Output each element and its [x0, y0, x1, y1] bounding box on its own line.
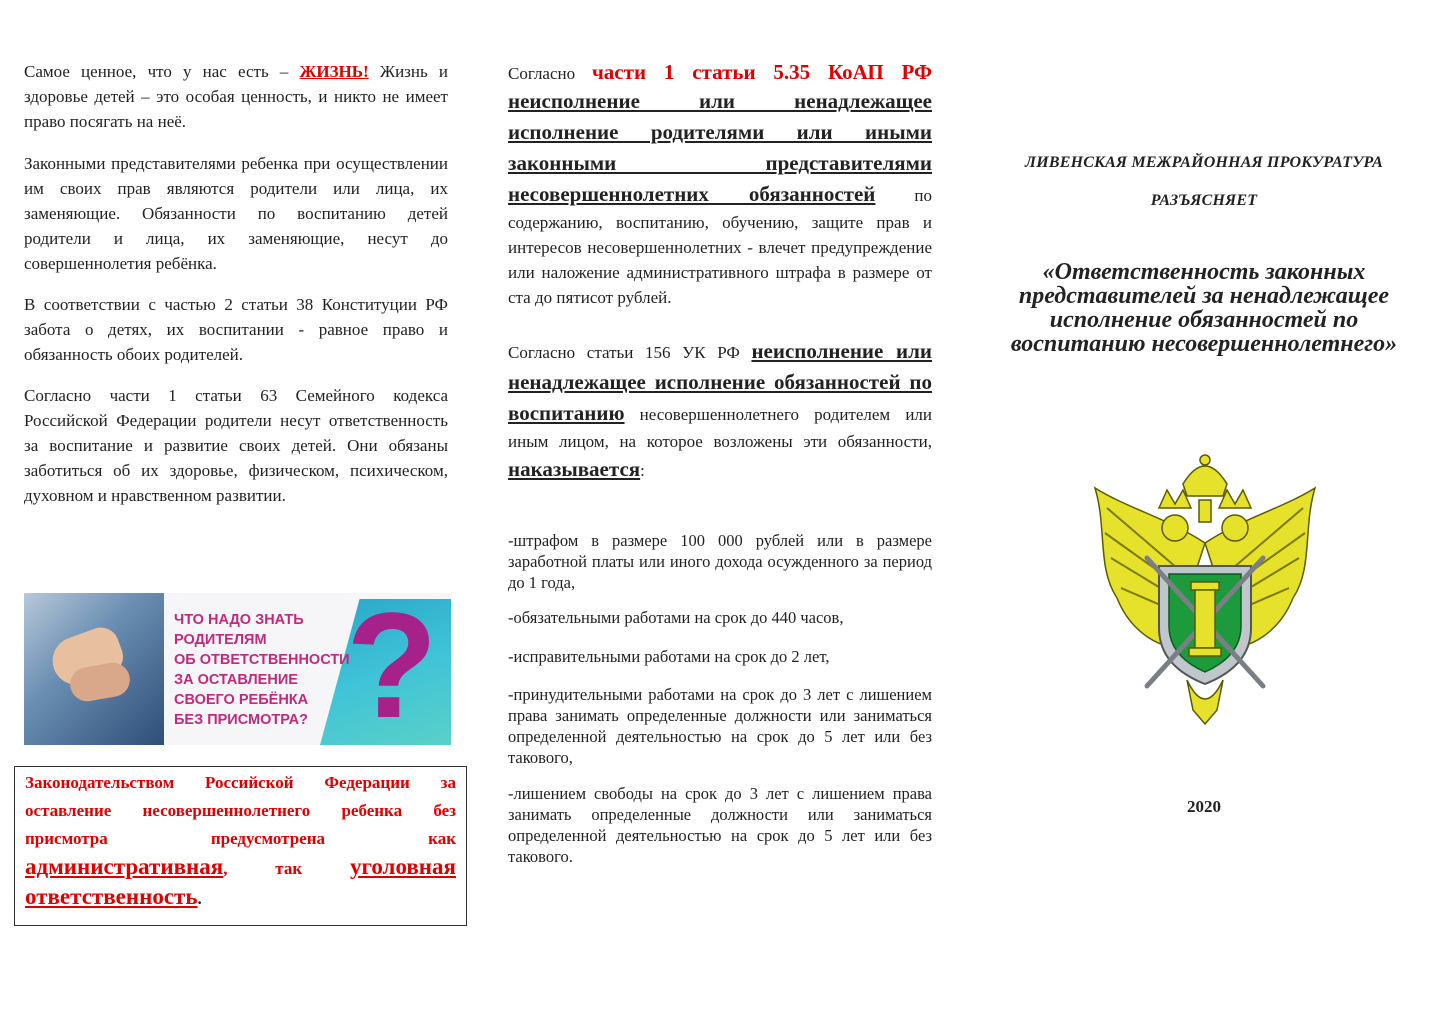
punishment-item: -лишением свободы на срок до 3 лет с лишением права занимать определенные должности или заниматься определенной деятельностью на срок до 5 лет или без такового. — [508, 784, 932, 866]
family-code-paragraph: Согласно части 1 статьи 63 Семейного кодекса Российской Федерации родители несут ответственность за воспитание и развитие своих детей. Они обязаны заботиться об их здоровье, физическом, психическом, духовном и нравственном развитии. — [24, 386, 448, 505]
koap-article: части 1 статьи 5.35 КоАП РФ — [591, 60, 932, 84]
legal-representatives-paragraph: Законными представителями ребенка при осуществлении им своих прав являются родители или лица, их заменяющие. Обязанности по воспитанию детей родители и лица, их заменяющие, несут до совершеннолетия ребёнка. — [24, 154, 448, 273]
punishment-item: -обязательными работами на срок до 440 часов, — [508, 608, 844, 627]
banner-text: ЧТО НАДО ЗНАТЬ РОДИТЕЛЯМ ОБ ОТВЕТСТВЕННОСТИ ЗА ОСТАВЛЕНИЕ СВОЕГО РЕБЁНКА БЕЗ ПРИСМОТРА? — [174, 612, 350, 728]
leaflet-title: «Ответственность законных представителей за ненадлежащее исполнение обязанностей по воспитанию несовершеннолетнего» — [1010, 259, 1398, 357]
liability-warning-box: Законодательством Российской Федерации за оставление несовершеннолетнего ребенка без присмотра предусмотрена как административная, так уголовная ответственность. — [14, 766, 467, 926]
life-highlight: ЖИЗНЬ! — [299, 62, 369, 81]
criminal-liability: уголовная ответственность — [25, 854, 456, 909]
parents-banner — [24, 593, 451, 745]
question-mark-icon: ? — [346, 593, 438, 745]
koap-paragraph: Согласно части 1 статьи 5.35 КоАП РФ неисполнение или ненадлежащее исполнение родителями или иными законными представителями несовершеннолетних обязанностей по содержанию, воспитанию, обучению, защите прав и интересов несовершеннолетних - влечет предупреждение или наложение административного штрафа в размере от ста до пятисот рублей. — [508, 60, 932, 307]
administrative-liability: административная — [25, 854, 224, 879]
intro-paragraph: Самое ценное, что у нас есть – ЖИЗНЬ! Жизнь и здоровье детей – это особая ценность, и никто не имеет право посягать на неё. — [24, 62, 448, 131]
organization-heading: ЛИВЕНСКАЯ МЕЖРАЙОННАЯ ПРОКУРАТУРА РАЗЪЯСНЯЕТ — [1025, 154, 1383, 209]
punishment-item: -принудительными работами на срок до 3 лет с лишением права занимать определенные должности или заниматься определенной деятельностью на срок до 5 лет или без такового, — [508, 685, 932, 767]
child-hand-photo — [24, 593, 164, 745]
year-label: 2020 — [1187, 797, 1221, 816]
punishment-item: -исправительными работами на срок до 2 лет, — [508, 647, 830, 666]
constitution-paragraph: В соответствии с частью 2 статьи 38 Конституции РФ забота о детях, их воспитании - равное право и обязанность обоих родителей. — [24, 295, 448, 364]
criminal-code-paragraph: Согласно статьи 156 УК РФ неисполнение или ненадлежащее исполнение обязанностей по воспитанию несовершеннолетнего родителем или иным лицом, на которое возложены эти обязанности, наказывается: — [508, 339, 932, 481]
punishment-item: -штрафом в размере 100 000 рублей или в размере заработной платы или иного дохода осужденного за период до 1 года, — [508, 531, 932, 592]
prosecutor-emblem-icon — [1087, 448, 1323, 728]
